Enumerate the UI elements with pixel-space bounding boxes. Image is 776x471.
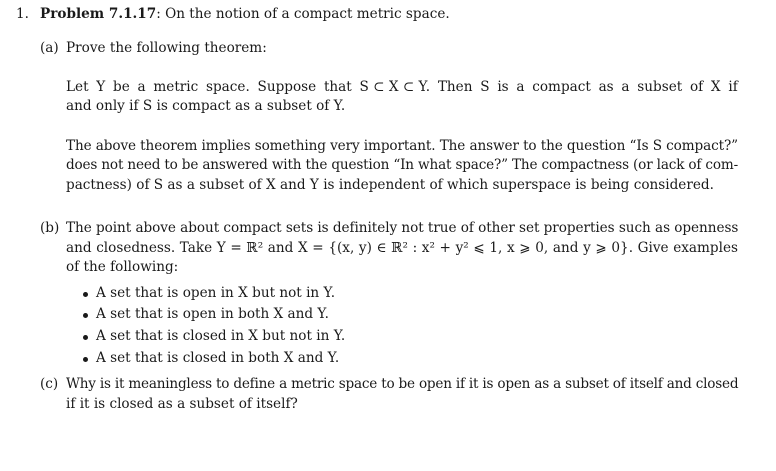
theorem-word: metric — [153, 79, 199, 95]
theorem-word: a — [621, 79, 630, 95]
theorem-word: Suppose — [257, 79, 317, 95]
problem-title: : On the notion of a compact metric space. — [156, 6, 450, 22]
theorem-word: Y — [96, 79, 106, 95]
bullet-item: A set that is closed in both X and Y. — [96, 350, 340, 366]
theorem-word: subset — [637, 79, 683, 95]
part-c-line-2: if it is closed as a subset of itself? — [66, 396, 298, 412]
problem-number: 1. — [16, 6, 29, 22]
bullet-dot — [83, 292, 88, 297]
remark-line-1: The above theorem implies something very important. The answer to the question “Is S compact?” — [66, 138, 738, 154]
problem-label: Problem 7.1.17 — [40, 6, 157, 22]
bullet-dot — [83, 357, 88, 362]
bullet-item: A set that is closed in X but not in Y. — [96, 328, 346, 344]
part-b-intro-line-3: of the following: — [66, 259, 179, 275]
theorem-word: compact — [532, 79, 591, 95]
bullet-dot — [83, 313, 88, 318]
remark-line-3: pactness) of S as a subset of X and Y is independent of which superspace is being considered. — [66, 177, 714, 193]
theorem-word: be — [113, 79, 130, 95]
theorem-word: is — [497, 79, 509, 95]
part-c-marker: (c) — [40, 376, 59, 392]
bullet-item: A set that is open in X but not in Y. — [96, 285, 336, 301]
theorem-word: of — [689, 79, 704, 95]
part-a-marker: (a) — [40, 40, 59, 56]
problem-heading — [40, 5, 450, 25]
theorem-word: X — [710, 79, 721, 95]
theorem-word: that — [323, 79, 352, 95]
theorem-word: space. — [206, 79, 250, 95]
bullet-dot — [83, 335, 88, 340]
bullet-item: A set that is open in both X and Y. — [96, 306, 329, 322]
theorem-word: a — [516, 79, 525, 95]
theorem-word: Then — [437, 79, 473, 95]
theorem-word: S ⊂ X ⊂ Y. — [359, 79, 431, 95]
part-b-intro-line-1: The point above about compact sets is definitely not true of other set properties such as openness — [66, 220, 739, 236]
theorem-word: S — [480, 79, 490, 95]
part-b-intro-line-2: and closedness. Take Y = ℝ² and X = {(x, y) ∈ ℝ² : x² + y² ⩽ 1, x ⩾ 0, and y ⩾ 0}. Give examples — [66, 240, 738, 256]
theorem-word: a — [137, 79, 146, 95]
theorem-line-2: and only if S is compact as a subset of Y. — [66, 98, 346, 114]
part-c-line-1: Why is it meaningless to define a metric space to be open if it is open as a subset of itself and closed — [66, 376, 739, 392]
theorem-word: if — [728, 79, 738, 95]
theorem-line-1 — [66, 78, 738, 98]
theorem-word: Let — [66, 79, 89, 95]
part-b-marker: (b) — [40, 220, 60, 236]
theorem-word: as — [598, 79, 614, 95]
remark-line-2: does not need to be answered with the question “In what space?” The compactness (or lack of com- — [66, 157, 738, 173]
part-a-instruction: Prove the following theorem: — [66, 40, 267, 56]
